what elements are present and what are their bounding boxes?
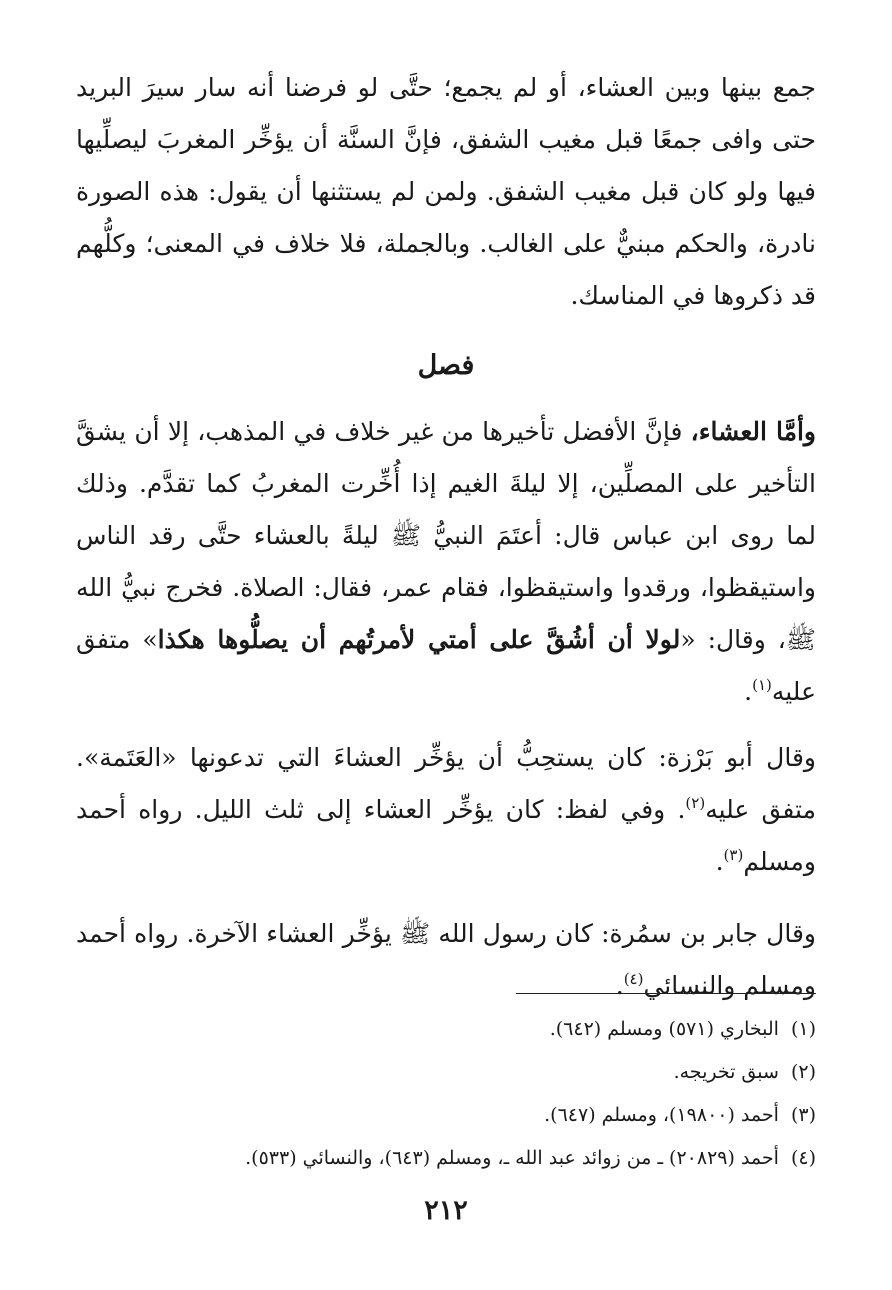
- footnote-text: أحمد (١٩٨٠٠)، ومسلم (٦٤٧).: [544, 1104, 779, 1126]
- paragraph-2-text-b: » متفق عليه: [76, 625, 816, 706]
- footnote-1: [76, 1008, 816, 1051]
- paragraph-2-text-a: فإنَّ الأفضل تأخيرها من غير خلاف في المذهب، إلا أن يشقَّ التأخير على المصلِّين، إلا ليلةَ الغيم إذا أُخِّرت المغربُ كما تقدَّم. وذلك لما روى ابن عباس قال: أعتَمَ النبيُّ ﷺ ليلةً بالعشاء حتَّى رقد الناس واستيقظوا، ورقدوا واستيقظوا، فقام عمر، فقال: الصلاة. فخرج نبيُّ الله ﷺ، وقال: «: [76, 417, 817, 654]
- paragraph-4-end: .: [615, 971, 624, 1000]
- footnote-4: [76, 1137, 816, 1180]
- footnote-text: أحمد (٢٠٨٢٩) ـ من زوائد عبد الله ـ، ومسلم (٦٤٣)، والنسائي (٥٣٣).: [245, 1147, 779, 1169]
- footnote-ref-4[interactable]: (٤): [623, 970, 644, 988]
- footnote-text: سبق تخريجه.: [673, 1061, 779, 1083]
- paragraph-3-end: .: [715, 847, 724, 876]
- footnote-text: البخاري (٥٧١) ومسلم (٦٤٢).: [549, 1018, 779, 1040]
- footnote-divider: [516, 993, 816, 994]
- paragraph-2-lead: وأمَّا العشاء،: [690, 417, 816, 446]
- footnote-ref-3[interactable]: (٣): [723, 846, 744, 864]
- paragraph-3: [76, 732, 816, 888]
- footnote-number: (١): [790, 1018, 816, 1040]
- paragraph-3-text-b: . وفي لفظ: كان يؤخِّر العشاء إلى ثلث الليل. رواه أحمد ومسلم: [76, 795, 816, 876]
- footnote-ref-1[interactable]: (١): [752, 676, 772, 694]
- section-heading: فصل: [417, 350, 475, 381]
- footnotes: [76, 1008, 816, 1180]
- paragraph-2-end: .: [744, 677, 753, 706]
- paragraph-4: [76, 908, 816, 1012]
- footnote-3: [76, 1094, 816, 1137]
- footnote-2: [76, 1051, 816, 1094]
- footnote-number: (٢): [790, 1061, 816, 1083]
- page-number: ٢١٢: [424, 1195, 468, 1226]
- paragraph-2: [76, 406, 816, 718]
- paragraph-3-text-a: وقال أبو بَرْزة: كان يستحِبُّ أن يؤخِّر العشاءَ التي تدعونها «العَتَمة». متفق عليه: [76, 743, 816, 824]
- page-body: [76, 62, 816, 1012]
- footnote-number: (٤): [790, 1147, 816, 1169]
- paragraph-4-text: وقال جابر بن سمُرة: كان رسول الله ﷺ يؤخِّر العشاء الآخرة. رواه أحمد ومسلم والنسائي: [76, 919, 816, 1000]
- paragraph-1: جمع بينها وبين العشاء، أو لم يجمع؛ حتَّى لو فرضنا أنه سار سيرَ البريد حتى وافى جمعًا قبل مغيب الشفق، فإنَّ السنَّة أن يؤخِّر المغربَ ليصلِّيها فيها ولو كان قبل مغيب الشفق. ولمن لم يستثنها أن يقول: هذه الصورة نادرة، والحكم مبنيٌّ على الغالب. وبالجملة، فلا خلاف في المعنى؛ وكلُّهم قد ذكروها في المناسك.: [76, 73, 816, 310]
- hadith-quote: لولا أن أشُقَّ على أمتي لأمرتُهم أن يصلُّوها هكذا: [157, 625, 681, 654]
- footnote-ref-2[interactable]: (٢): [685, 794, 706, 812]
- footnote-number: (٣): [790, 1104, 816, 1126]
